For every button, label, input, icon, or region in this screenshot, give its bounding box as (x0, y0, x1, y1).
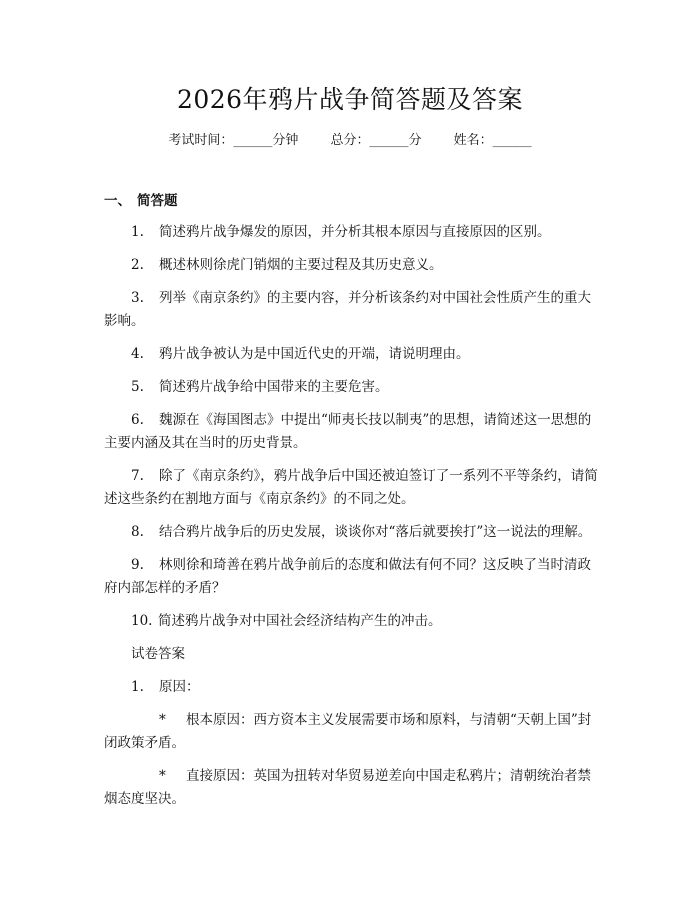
bullet-star-icon: * (159, 768, 166, 784)
question-item (104, 254, 600, 277)
question-item (104, 287, 600, 333)
total-score: 总分：______分 (330, 133, 422, 148)
question-number: 1. (131, 224, 144, 240)
page-title: 2026年鸦片战争简答题及答案 (176, 85, 524, 114)
section-number: 一、 (104, 193, 131, 209)
question-text: 魏源在《海国图志》中提出“师夷长技以制夷”的思想，请简述这一思想的主要内涵及其在当时的历史背景。 (104, 412, 592, 451)
section-title: 简答题 (137, 193, 178, 209)
question-number: 9. (131, 557, 144, 573)
question-text: 结合鸦片战争后的历史发展，谈谈你对“落后就要挨打”这一说法的理解。 (159, 524, 592, 540)
question-text: 简述鸦片战争给中国带来的主要危害。 (159, 379, 389, 395)
answer-bullet (104, 765, 600, 811)
question-text: 简述鸦片战争爆发的原因，并分析其根本原因与直接原因的区别。 (159, 224, 551, 240)
question-number: 6. (131, 412, 144, 428)
question-item (104, 409, 600, 455)
answer-bullet (104, 709, 600, 755)
question-text: 林则徐和琦善在鸦片战争前后的态度和做法有何不同？这反映了当时清政府内部怎样的矛盾？ (104, 557, 591, 596)
question-item (104, 376, 600, 399)
question-text: 概述林则徐虎门销烟的主要过程及其历史意义。 (159, 257, 443, 273)
answer-item (104, 676, 600, 699)
question-number: 2. (131, 257, 144, 273)
student-name: 姓名：______ (453, 133, 532, 148)
bullet-text: 直接原因：英国为扭转对华贸易逆差向中国走私鸦片；清朝统治者禁烟态度坚决。 (104, 768, 591, 807)
question-item (104, 465, 600, 511)
question-text: 简述鸦片战争对中国社会经济结构产生的冲击。 (158, 613, 442, 629)
question-text: 除了《南京条约》，鸦片战争后中国还被迫签订了一系列不平等条约，请简述这些条约在割地方面与《南京条约》的不同之处。 (104, 468, 598, 507)
question-list (104, 221, 600, 821)
answer-number: 1. (131, 679, 144, 695)
answer-heading: 试卷答案 (131, 646, 185, 662)
question-item (104, 521, 600, 544)
question-item (104, 221, 600, 244)
question-number: 4. (131, 346, 144, 362)
exam-meta (0, 132, 700, 150)
question-number: 7. (131, 468, 144, 484)
section-heading (104, 192, 178, 210)
bullet-star-icon: * (159, 712, 166, 728)
answer-text: 原因： (159, 679, 200, 695)
question-text: 鸦片战争被认为是中国近代史的开端，请说明理由。 (159, 346, 470, 362)
question-number: 5. (131, 379, 144, 395)
question-item (104, 343, 600, 366)
bullet-text: 根本原因：西方资本主义发展需要市场和原料，与清朝“天朝上国”封闭政策矛盾。 (104, 712, 592, 751)
question-item (104, 554, 600, 600)
question-item (104, 610, 600, 633)
question-text: 列举《南京条约》的主要内容，并分析该条约对中国社会性质产生的重大影响。 (104, 290, 591, 329)
exam-time: 考试时间：______分钟 (168, 133, 299, 148)
question-number: 3. (131, 290, 144, 306)
question-number: 8. (131, 524, 144, 540)
question-number: 10. (131, 613, 153, 629)
